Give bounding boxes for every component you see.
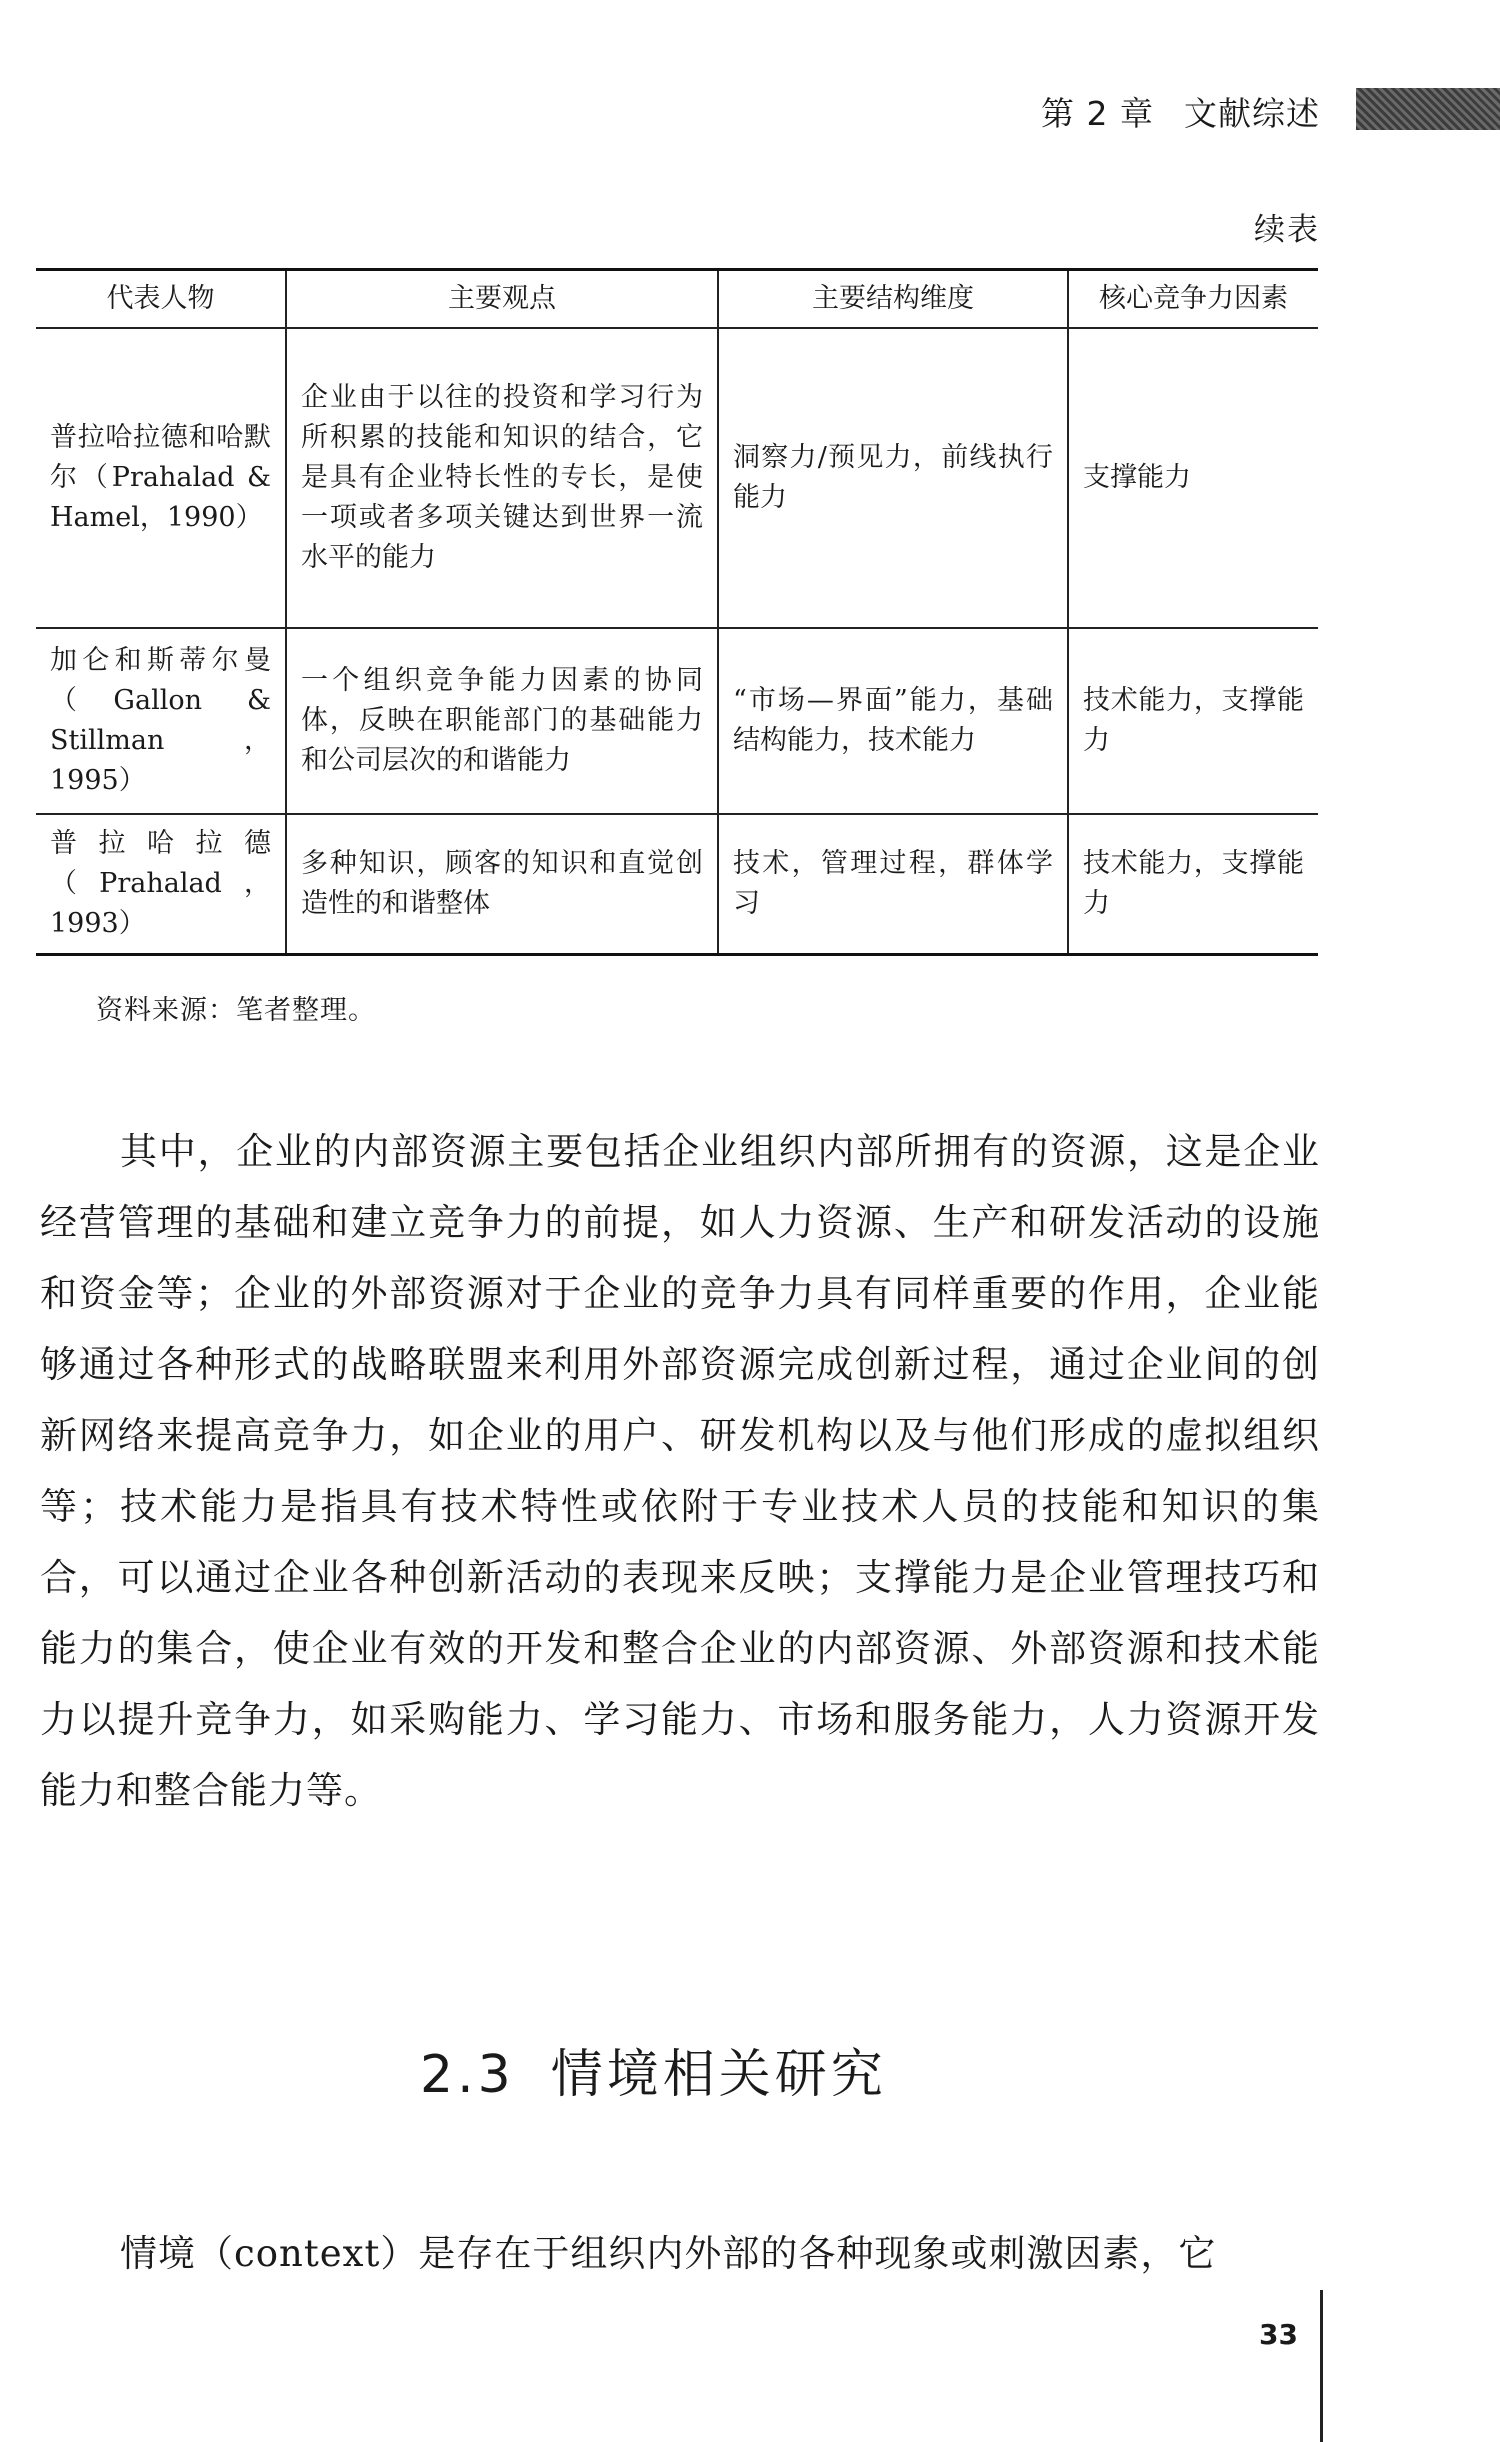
page-number: 33 <box>1259 2318 1298 2351</box>
table-row <box>36 328 1318 628</box>
table-header: 代表人物 <box>36 270 286 329</box>
table-header-row <box>36 270 1318 329</box>
table-header: 核心竞争力因素 <box>1068 270 1318 329</box>
table-header: 主要结构维度 <box>718 270 1068 329</box>
table-cell: 多种知识，顾客的知识和直觉创造性的和谐整体 <box>286 814 718 954</box>
table-header: 主要观点 <box>286 270 718 329</box>
table-source-note: 资料来源：笔者整理。 <box>96 995 376 1026</box>
table-cell: 技术，管理过程，群体学习 <box>718 814 1068 954</box>
table-cell: “市场—界面”能力，基础结构能力，技术能力 <box>718 628 1068 814</box>
table-cell: 洞察力/预见力，前线执行能力 <box>718 328 1068 628</box>
section-number: 2.3 <box>420 2045 515 2105</box>
chapter-title: 文献综述 <box>1184 94 1320 133</box>
core-competence-table <box>36 268 1318 956</box>
section-heading <box>420 2032 887 2107</box>
table-cell: 技术能力，支撑能力 <box>1068 814 1318 954</box>
body-paragraph: 其中，企业的内部资源主要包括企业组织内部所拥有的资源，这是企业经营管理的基础和建立竞争力的前提，如人力资源、生产和研发活动的设施和资金等；企业的外部资源对于企业的竞争力具有同样重要的作用，企业能够通过各种形式的战略联盟来利用外部资源完成创新过程，通过企业间的创新网络来提高竞争力，如企业的用户、研发机构以及与他们形成的虚拟组织等；技术能力是指具有技术特性或依附于专业技术人员的技能和知识的集合，可以通过企业各种创新活动的表现来反映；支撑能力是企业管理技巧和能力的集合，使企业有效的开发和整合企业的内部资源、外部资源和技术能力以提升竞争力，如采购能力、学习能力、市场和服务能力，人力资源开发能力和整合能力等。 <box>40 1130 1320 1812</box>
table-cell: 技术能力，支撑能力 <box>1068 628 1318 814</box>
table-cell: 一个组织竞争能力因素的协同体，反映在职能部门的基础能力和公司层次的和谐能力 <box>286 628 718 814</box>
section-title: 情境相关研究 <box>550 2045 887 2105</box>
table-row <box>36 814 1318 954</box>
table-row <box>36 628 1318 814</box>
running-head <box>1041 88 1320 135</box>
table-cell: 普拉哈拉德和哈默尔（Prahalad & Hamel，1990） <box>36 328 286 628</box>
table-continued-label: 续表 <box>1254 212 1320 248</box>
table-cell: 企业由于以往的投资和学习行为所积累的技能和知识的结合，它是具有企业特长性的专长，是使一项或者多项关键达到世界一流水平的能力 <box>286 328 718 628</box>
chapter-number: 第 2 章 <box>1041 94 1154 133</box>
table-cell: 支撑能力 <box>1068 328 1318 628</box>
table-cell: 加仑和斯蒂尔曼（Gallon & Stillman，1995） <box>36 628 286 814</box>
section-intro-paragraph: 情境（context）是存在于组织内外部的各种现象或刺激因素，它 <box>120 2232 1217 2275</box>
page-number-rule <box>1320 2290 1323 2442</box>
table-cell: 普拉哈拉德（Prahalad，1993） <box>36 814 286 954</box>
running-head-bar <box>1356 88 1500 130</box>
